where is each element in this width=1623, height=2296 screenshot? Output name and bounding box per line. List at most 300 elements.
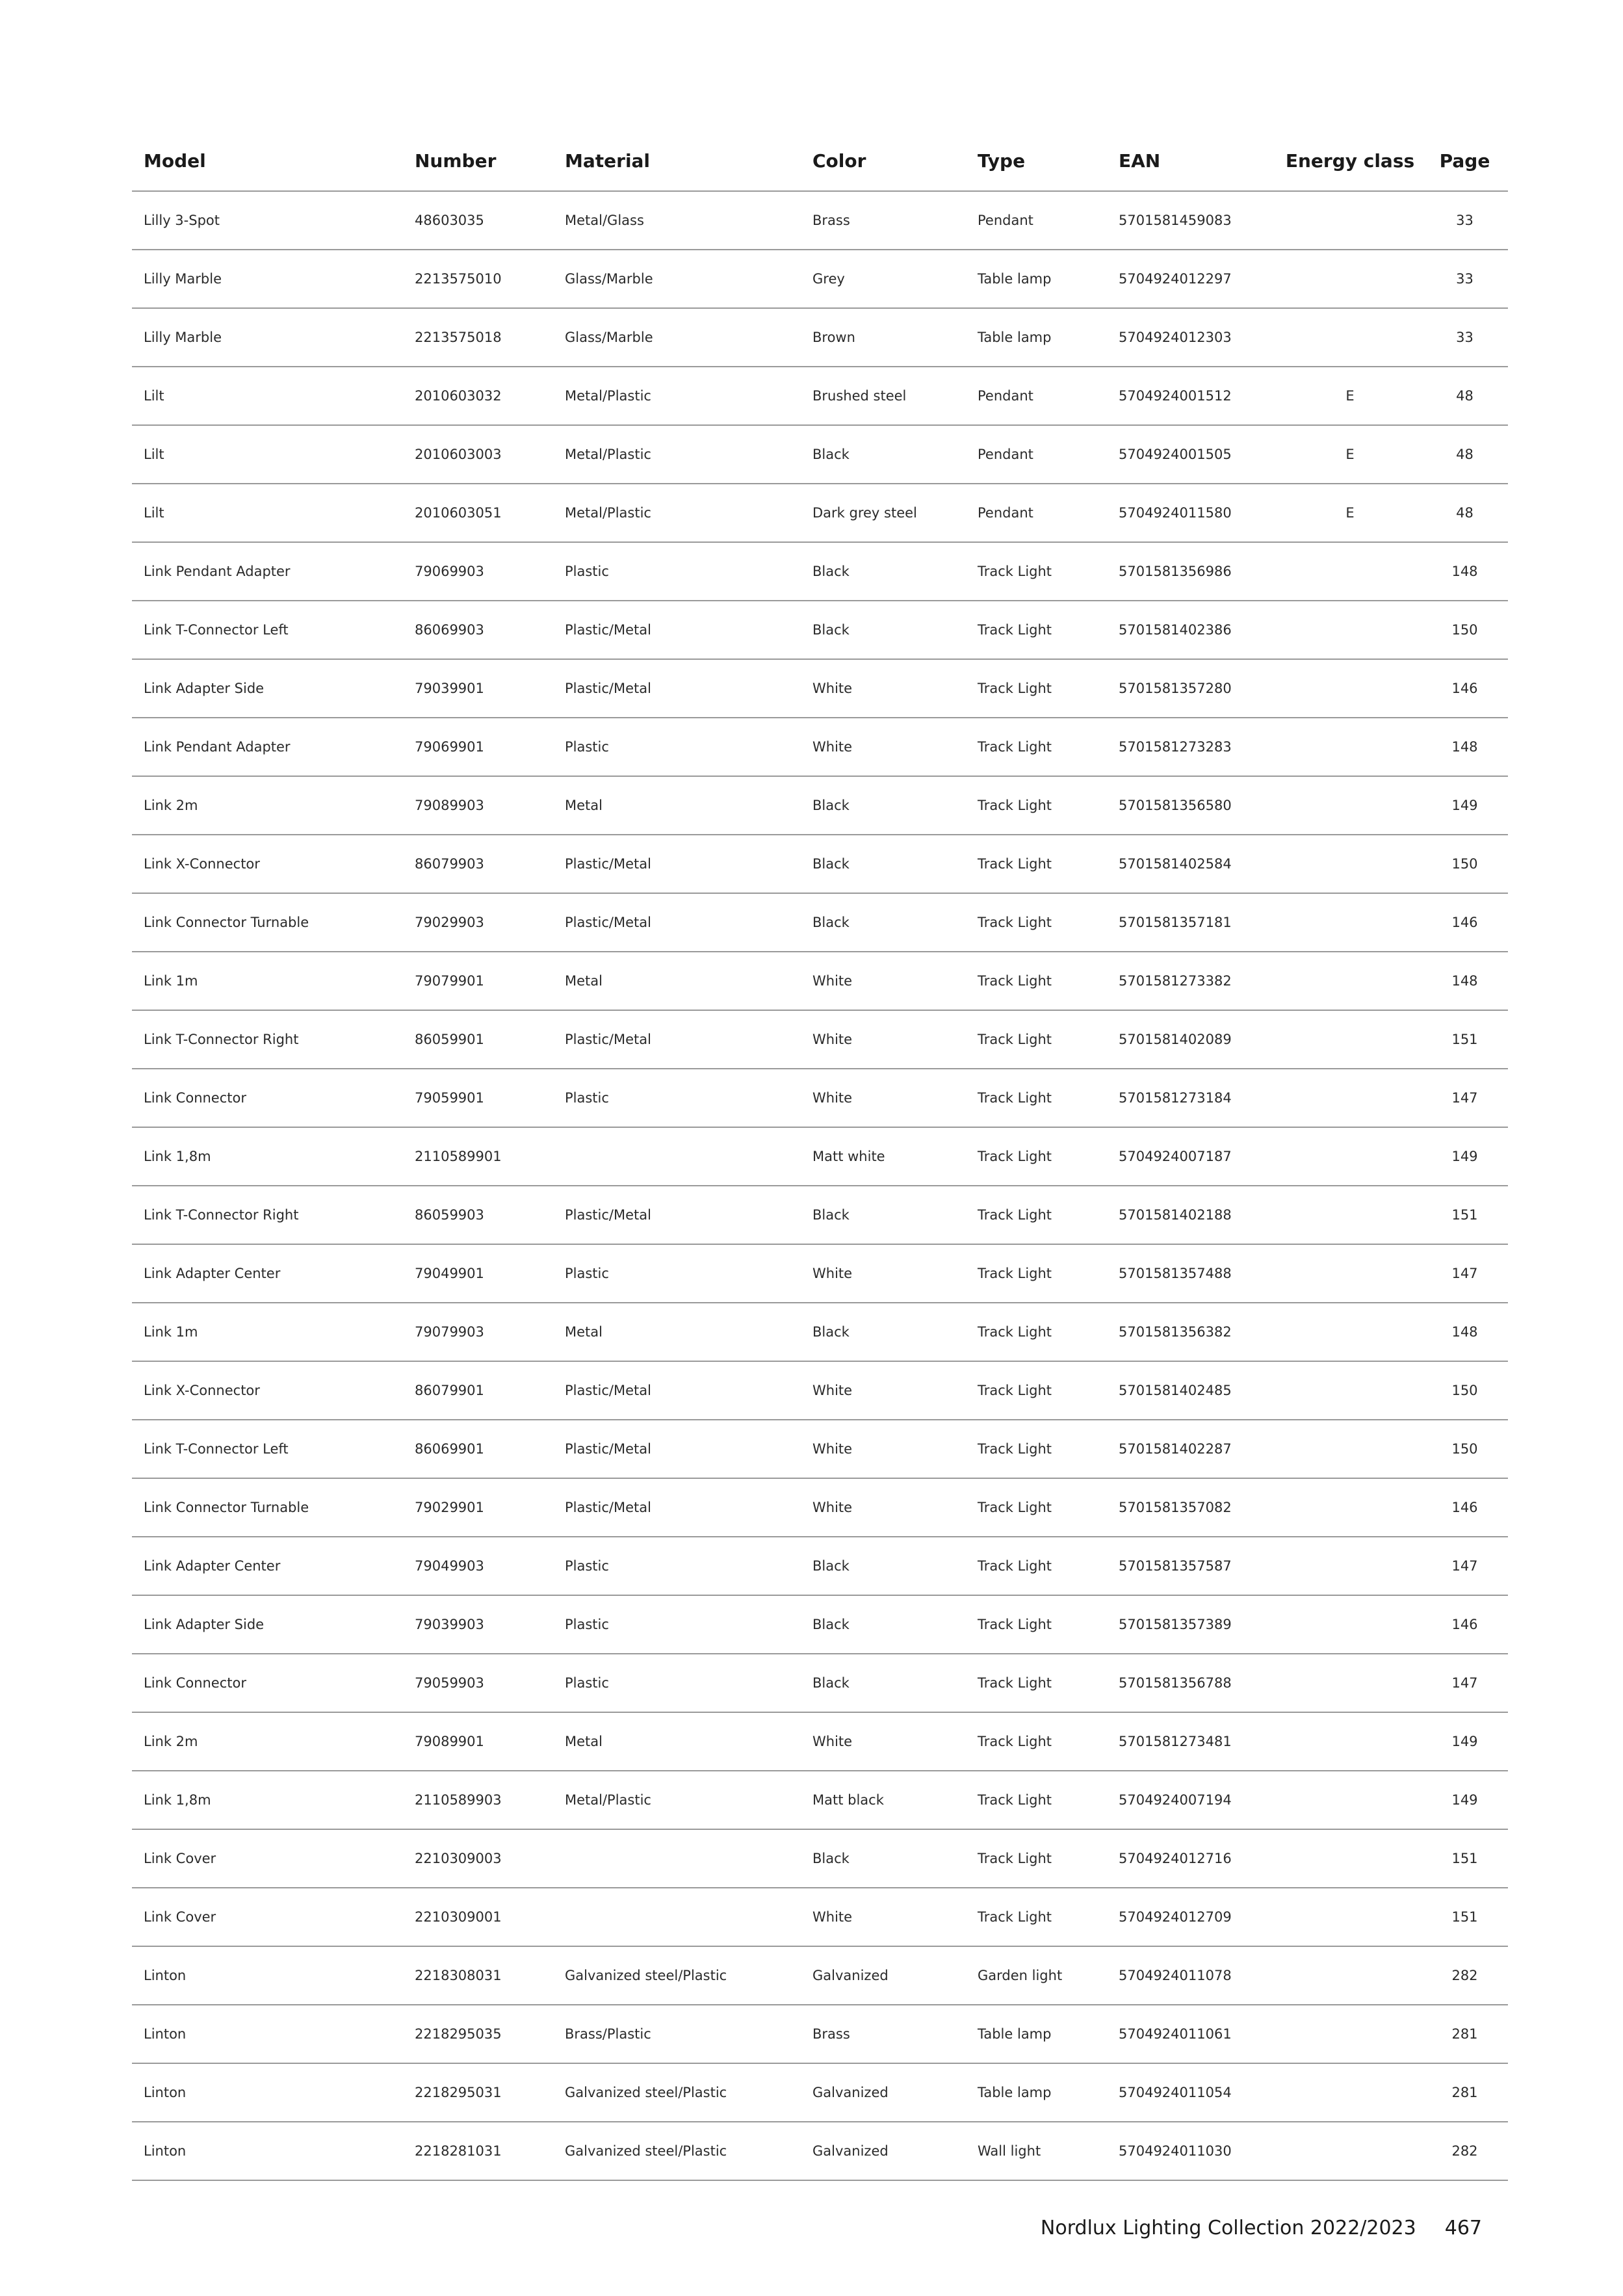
table-row — [132, 1771, 1508, 1829]
cell-color: Brown — [801, 308, 966, 367]
cell-material: Plastic — [553, 1595, 801, 1654]
cell-model: Linton — [132, 1946, 403, 2005]
cell-type: Track Light — [966, 1420, 1107, 1478]
cell-color: Brass — [801, 191, 966, 250]
cell-color: Galvanized — [801, 1946, 966, 2005]
cell-material: Plastic — [553, 1244, 801, 1303]
cell-page: 33 — [1422, 308, 1508, 367]
cell-energy-class — [1279, 250, 1422, 308]
cell-page: 149 — [1422, 1771, 1508, 1829]
cell-ean: 5701581356788 — [1107, 1654, 1279, 1712]
cell-color: White — [801, 1712, 966, 1771]
cell-color: Matt black — [801, 1771, 966, 1829]
cell-type: Table lamp — [966, 250, 1107, 308]
cell-ean: 5701581357389 — [1107, 1595, 1279, 1654]
page-footer — [1041, 2217, 1482, 2239]
cell-model: Linton — [132, 2005, 403, 2063]
cell-type: Track Light — [966, 835, 1107, 893]
cell-material: Metal — [553, 776, 801, 835]
cell-ean: 5704924012303 — [1107, 308, 1279, 367]
cell-model: Link Pendant Adapter — [132, 718, 403, 776]
cell-type: Pendant — [966, 484, 1107, 542]
cell-type: Track Light — [966, 1069, 1107, 1127]
cell-color: Matt white — [801, 1127, 966, 1186]
cell-type: Track Light — [966, 1537, 1107, 1595]
cell-ean: 5701581273184 — [1107, 1069, 1279, 1127]
cell-type: Track Light — [966, 1712, 1107, 1771]
cell-ean: 5701581402089 — [1107, 1010, 1279, 1069]
cell-material: Plastic/Metal — [553, 835, 801, 893]
cell-energy-class — [1279, 1069, 1422, 1127]
cell-material: Metal/Plastic — [553, 484, 801, 542]
cell-page: 147 — [1422, 1069, 1508, 1127]
cell-ean: 5701581273481 — [1107, 1712, 1279, 1771]
cell-type: Table lamp — [966, 308, 1107, 367]
cell-number: 86069901 — [403, 1420, 553, 1478]
cell-number: 2010603003 — [403, 425, 553, 484]
table-row — [132, 1829, 1508, 1888]
cell-number: 2218295035 — [403, 2005, 553, 2063]
table-row — [132, 1537, 1508, 1595]
cell-energy-class — [1279, 1771, 1422, 1829]
cell-energy-class — [1279, 1654, 1422, 1712]
table-row — [132, 2063, 1508, 2122]
cell-model: Link Cover — [132, 1888, 403, 1946]
cell-energy-class — [1279, 1420, 1422, 1478]
cell-page: 147 — [1422, 1537, 1508, 1595]
cell-energy-class: E — [1279, 425, 1422, 484]
footer-page-number: 467 — [1444, 2217, 1482, 2239]
cell-number: 79089901 — [403, 1712, 553, 1771]
cell-energy-class — [1279, 1244, 1422, 1303]
cell-energy-class — [1279, 601, 1422, 659]
cell-color: Black — [801, 1303, 966, 1361]
cell-material: Glass/Marble — [553, 250, 801, 308]
cell-material: Metal/Glass — [553, 191, 801, 250]
table-row — [132, 1654, 1508, 1712]
cell-color: Black — [801, 1595, 966, 1654]
cell-number: 86079901 — [403, 1361, 553, 1420]
table-row — [132, 776, 1508, 835]
table-row — [132, 1069, 1508, 1127]
cell-number: 79069901 — [403, 718, 553, 776]
cell-model: Link Pendant Adapter — [132, 542, 403, 601]
cell-color: White — [801, 718, 966, 776]
header-energy-class: Energy class — [1279, 131, 1422, 191]
cell-page: 150 — [1422, 1420, 1508, 1478]
table-row — [132, 718, 1508, 776]
table-row — [132, 952, 1508, 1010]
cell-model: Link 2m — [132, 1712, 403, 1771]
cell-color: White — [801, 1420, 966, 1478]
cell-energy-class — [1279, 1361, 1422, 1420]
cell-ean: 5704924012716 — [1107, 1829, 1279, 1888]
cell-number: 79089903 — [403, 776, 553, 835]
cell-type: Track Light — [966, 1829, 1107, 1888]
cell-energy-class — [1279, 776, 1422, 835]
cell-color: Black — [801, 835, 966, 893]
header-ean: EAN — [1107, 131, 1279, 191]
cell-energy-class — [1279, 1303, 1422, 1361]
cell-model: Link 1m — [132, 1303, 403, 1361]
cell-ean: 5701581402188 — [1107, 1186, 1279, 1244]
cell-type: Track Light — [966, 1010, 1107, 1069]
cell-page: 151 — [1422, 1010, 1508, 1069]
cell-ean: 5704924011580 — [1107, 484, 1279, 542]
cell-material — [553, 1829, 801, 1888]
cell-material: Plastic/Metal — [553, 1186, 801, 1244]
cell-type: Track Light — [966, 1361, 1107, 1420]
cell-number: 2213575010 — [403, 250, 553, 308]
cell-number: 2010603032 — [403, 367, 553, 425]
cell-energy-class — [1279, 1888, 1422, 1946]
cell-type: Track Light — [966, 1186, 1107, 1244]
table-row — [132, 542, 1508, 601]
table-row — [132, 2005, 1508, 2063]
cell-color: Dark grey steel — [801, 484, 966, 542]
table-row — [132, 1888, 1508, 1946]
cell-energy-class — [1279, 893, 1422, 952]
cell-energy-class — [1279, 1537, 1422, 1595]
cell-number: 79059901 — [403, 1069, 553, 1127]
cell-number: 2010603051 — [403, 484, 553, 542]
cell-page: 150 — [1422, 601, 1508, 659]
cell-ean: 5701581357082 — [1107, 1478, 1279, 1537]
cell-energy-class — [1279, 2005, 1422, 2063]
cell-color: Galvanized — [801, 2063, 966, 2122]
cell-model: Link T-Connector Right — [132, 1186, 403, 1244]
cell-ean: 5704924012297 — [1107, 250, 1279, 308]
cell-material: Metal/Plastic — [553, 425, 801, 484]
cell-page: 147 — [1422, 1654, 1508, 1712]
cell-page: 48 — [1422, 425, 1508, 484]
footer-title: Nordlux Lighting Collection 2022/2023 — [1040, 2217, 1416, 2239]
table-header-row — [132, 131, 1508, 191]
cell-color: Black — [801, 601, 966, 659]
cell-number: 79049901 — [403, 1244, 553, 1303]
cell-page: 150 — [1422, 1361, 1508, 1420]
cell-material: Metal — [553, 1303, 801, 1361]
cell-energy-class: E — [1279, 367, 1422, 425]
cell-type: Track Light — [966, 1244, 1107, 1303]
cell-type: Track Light — [966, 542, 1107, 601]
cell-material — [553, 1127, 801, 1186]
cell-color: White — [801, 1361, 966, 1420]
cell-model: Link Adapter Center — [132, 1537, 403, 1595]
cell-type: Track Light — [966, 1127, 1107, 1186]
product-table-container — [132, 131, 1508, 2181]
cell-color: White — [801, 1069, 966, 1127]
cell-color: Black — [801, 893, 966, 952]
cell-energy-class — [1279, 1712, 1422, 1771]
header-model: Model — [132, 131, 403, 191]
product-table — [132, 131, 1508, 2181]
cell-energy-class — [1279, 1595, 1422, 1654]
table-row — [132, 1303, 1508, 1361]
cell-color: White — [801, 659, 966, 718]
cell-type: Track Light — [966, 1888, 1107, 1946]
table-row — [132, 191, 1508, 250]
cell-material: Metal/Plastic — [553, 1771, 801, 1829]
cell-ean: 5701581357587 — [1107, 1537, 1279, 1595]
cell-material: Plastic/Metal — [553, 1361, 801, 1420]
header-color: Color — [801, 131, 966, 191]
cell-model: Linton — [132, 2122, 403, 2180]
cell-model: Link Connector Turnable — [132, 893, 403, 952]
cell-model: Link Adapter Side — [132, 1595, 403, 1654]
cell-ean: 5704924012709 — [1107, 1888, 1279, 1946]
cell-model: Link T-Connector Right — [132, 1010, 403, 1069]
cell-color: White — [801, 952, 966, 1010]
cell-color: Galvanized — [801, 2122, 966, 2180]
cell-page: 147 — [1422, 1244, 1508, 1303]
table-row — [132, 308, 1508, 367]
cell-model: Link Connector Turnable — [132, 1478, 403, 1537]
cell-energy-class — [1279, 2063, 1422, 2122]
cell-number: 79039901 — [403, 659, 553, 718]
cell-number: 79029903 — [403, 893, 553, 952]
cell-energy-class — [1279, 1946, 1422, 2005]
cell-page: 282 — [1422, 2122, 1508, 2180]
cell-model: Lilt — [132, 484, 403, 542]
cell-ean: 5704924011030 — [1107, 2122, 1279, 2180]
cell-type: Track Light — [966, 1303, 1107, 1361]
cell-color: White — [801, 1888, 966, 1946]
cell-ean: 5704924007187 — [1107, 1127, 1279, 1186]
cell-material: Plastic/Metal — [553, 1010, 801, 1069]
cell-material — [553, 1888, 801, 1946]
cell-number: 2213575018 — [403, 308, 553, 367]
cell-material: Plastic/Metal — [553, 893, 801, 952]
cell-type: Track Light — [966, 952, 1107, 1010]
cell-color: Black — [801, 776, 966, 835]
cell-type: Track Light — [966, 1654, 1107, 1712]
cell-type: Track Light — [966, 776, 1107, 835]
table-row — [132, 2122, 1508, 2180]
cell-energy-class — [1279, 1127, 1422, 1186]
cell-number: 79079903 — [403, 1303, 553, 1361]
cell-page: 146 — [1422, 659, 1508, 718]
cell-energy-class — [1279, 2122, 1422, 2180]
cell-ean: 5704924011061 — [1107, 2005, 1279, 2063]
cell-number: 2210309003 — [403, 1829, 553, 1888]
cell-material: Plastic/Metal — [553, 1420, 801, 1478]
cell-page: 281 — [1422, 2063, 1508, 2122]
cell-color: Black — [801, 542, 966, 601]
cell-color: White — [801, 1010, 966, 1069]
cell-model: Lilt — [132, 367, 403, 425]
cell-model: Link X-Connector — [132, 1361, 403, 1420]
table-row — [132, 1712, 1508, 1771]
table-row — [132, 659, 1508, 718]
cell-page: 151 — [1422, 1888, 1508, 1946]
cell-number: 48603035 — [403, 191, 553, 250]
cell-color: Grey — [801, 250, 966, 308]
table-row — [132, 601, 1508, 659]
cell-material: Galvanized steel/Plastic — [553, 2063, 801, 2122]
cell-page: 33 — [1422, 191, 1508, 250]
cell-page: 148 — [1422, 952, 1508, 1010]
cell-model: Link Connector — [132, 1654, 403, 1712]
cell-page: 151 — [1422, 1186, 1508, 1244]
cell-ean: 5701581356382 — [1107, 1303, 1279, 1361]
header-material: Material — [553, 131, 801, 191]
cell-model: Link 2m — [132, 776, 403, 835]
cell-energy-class — [1279, 1478, 1422, 1537]
cell-model: Link 1,8m — [132, 1771, 403, 1829]
cell-model: Link Connector — [132, 1069, 403, 1127]
header-page: Page — [1422, 131, 1508, 191]
cell-color: Black — [801, 1829, 966, 1888]
cell-color: Black — [801, 1537, 966, 1595]
cell-material: Glass/Marble — [553, 308, 801, 367]
cell-model: Link 1m — [132, 952, 403, 1010]
cell-ean: 5701581357488 — [1107, 1244, 1279, 1303]
cell-model: Link Adapter Side — [132, 659, 403, 718]
cell-energy-class — [1279, 308, 1422, 367]
cell-energy-class — [1279, 659, 1422, 718]
table-row — [132, 1420, 1508, 1478]
cell-ean: 5704924011078 — [1107, 1946, 1279, 2005]
cell-model: Lilly 3-Spot — [132, 191, 403, 250]
cell-energy-class — [1279, 1186, 1422, 1244]
cell-energy-class — [1279, 1829, 1422, 1888]
table-row — [132, 1186, 1508, 1244]
cell-model: Link T-Connector Left — [132, 601, 403, 659]
cell-color: Brass — [801, 2005, 966, 2063]
cell-material: Galvanized steel/Plastic — [553, 2122, 801, 2180]
cell-energy-class: E — [1279, 484, 1422, 542]
cell-number: 79059903 — [403, 1654, 553, 1712]
cell-ean: 5704924007194 — [1107, 1771, 1279, 1829]
cell-page: 149 — [1422, 776, 1508, 835]
table-row — [132, 835, 1508, 893]
cell-page: 146 — [1422, 893, 1508, 952]
cell-model: Lilly Marble — [132, 308, 403, 367]
cell-energy-class — [1279, 191, 1422, 250]
cell-material: Metal — [553, 952, 801, 1010]
cell-energy-class — [1279, 542, 1422, 601]
cell-ean: 5701581356580 — [1107, 776, 1279, 835]
cell-number: 86069903 — [403, 601, 553, 659]
cell-color: White — [801, 1244, 966, 1303]
cell-material: Plastic — [553, 542, 801, 601]
cell-energy-class — [1279, 952, 1422, 1010]
cell-ean: 5701581273382 — [1107, 952, 1279, 1010]
cell-number: 79049903 — [403, 1537, 553, 1595]
cell-energy-class — [1279, 718, 1422, 776]
table-body — [132, 191, 1508, 2180]
table-row — [132, 1946, 1508, 2005]
cell-type: Table lamp — [966, 2005, 1107, 2063]
cell-page: 150 — [1422, 835, 1508, 893]
table-row — [132, 1010, 1508, 1069]
cell-model: Linton — [132, 2063, 403, 2122]
header-type: Type — [966, 131, 1107, 191]
cell-type: Pendant — [966, 367, 1107, 425]
cell-number: 79029901 — [403, 1478, 553, 1537]
cell-type: Track Light — [966, 1771, 1107, 1829]
cell-page: 282 — [1422, 1946, 1508, 2005]
cell-number: 2110589903 — [403, 1771, 553, 1829]
cell-type: Track Light — [966, 1595, 1107, 1654]
cell-energy-class — [1279, 1010, 1422, 1069]
cell-page: 48 — [1422, 484, 1508, 542]
table-row — [132, 893, 1508, 952]
cell-page: 48 — [1422, 367, 1508, 425]
cell-model: Link T-Connector Left — [132, 1420, 403, 1478]
cell-color: Black — [801, 1654, 966, 1712]
cell-ean: 5701581402386 — [1107, 601, 1279, 659]
cell-number: 79069903 — [403, 542, 553, 601]
cell-ean: 5701581273283 — [1107, 718, 1279, 776]
cell-model: Link 1,8m — [132, 1127, 403, 1186]
cell-number: 79039903 — [403, 1595, 553, 1654]
cell-type: Track Light — [966, 718, 1107, 776]
cell-page: 148 — [1422, 1303, 1508, 1361]
cell-page: 33 — [1422, 250, 1508, 308]
table-row — [132, 484, 1508, 542]
cell-model: Link X-Connector — [132, 835, 403, 893]
cell-energy-class — [1279, 835, 1422, 893]
cell-number: 86079903 — [403, 835, 553, 893]
cell-page: 146 — [1422, 1595, 1508, 1654]
cell-ean: 5701581402584 — [1107, 835, 1279, 893]
cell-ean: 5704924001505 — [1107, 425, 1279, 484]
cell-material: Plastic/Metal — [553, 659, 801, 718]
cell-ean: 5701581357280 — [1107, 659, 1279, 718]
cell-material: Plastic — [553, 1654, 801, 1712]
header-number: Number — [403, 131, 553, 191]
cell-material: Plastic — [553, 1069, 801, 1127]
cell-material: Plastic — [553, 1537, 801, 1595]
cell-material: Galvanized steel/Plastic — [553, 1946, 801, 2005]
cell-type: Table lamp — [966, 2063, 1107, 2122]
cell-model: Lilt — [132, 425, 403, 484]
cell-page: 146 — [1422, 1478, 1508, 1537]
cell-type: Track Light — [966, 893, 1107, 952]
cell-number: 79079901 — [403, 952, 553, 1010]
cell-number: 2218281031 — [403, 2122, 553, 2180]
table-row — [132, 1478, 1508, 1537]
cell-type: Pendant — [966, 425, 1107, 484]
cell-model: Link Adapter Center — [132, 1244, 403, 1303]
cell-color: White — [801, 1478, 966, 1537]
cell-type: Pendant — [966, 191, 1107, 250]
cell-ean: 5704924011054 — [1107, 2063, 1279, 2122]
cell-color: Brushed steel — [801, 367, 966, 425]
table-row — [132, 425, 1508, 484]
cell-type: Track Light — [966, 659, 1107, 718]
table-row — [132, 367, 1508, 425]
cell-page: 281 — [1422, 2005, 1508, 2063]
cell-material: Plastic/Metal — [553, 1478, 801, 1537]
cell-ean: 5701581357181 — [1107, 893, 1279, 952]
cell-material: Metal/Plastic — [553, 367, 801, 425]
cell-type: Garden light — [966, 1946, 1107, 2005]
cell-page: 149 — [1422, 1712, 1508, 1771]
cell-color: Black — [801, 425, 966, 484]
cell-page: 148 — [1422, 542, 1508, 601]
cell-type: Track Light — [966, 601, 1107, 659]
cell-material: Brass/Plastic — [553, 2005, 801, 2063]
cell-ean: 5701581402287 — [1107, 1420, 1279, 1478]
cell-color: Black — [801, 1186, 966, 1244]
table-row — [132, 1361, 1508, 1420]
cell-ean: 5701581356986 — [1107, 542, 1279, 601]
table-row — [132, 1595, 1508, 1654]
cell-page: 148 — [1422, 718, 1508, 776]
